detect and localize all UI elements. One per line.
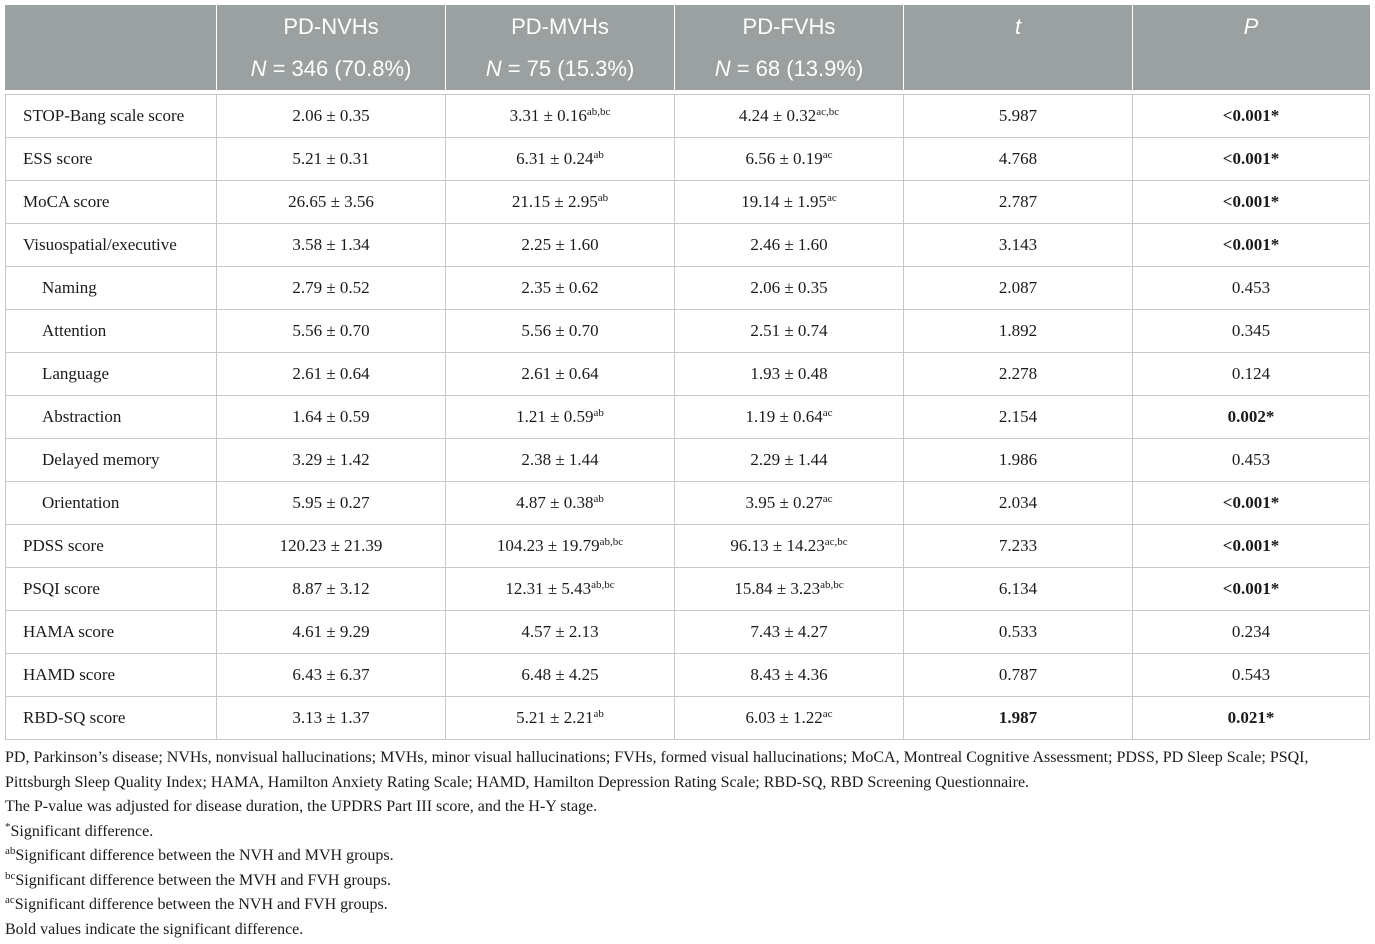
cell-value: 7.43 ± 4.27 [750,622,828,641]
cell-t-value: 2.787 [904,181,1133,224]
cell-p-value: 0.124 [1133,353,1370,396]
cell-group-1 [217,138,446,181]
cell-value: 104.23 ± 19.79 [496,536,600,555]
cell-value: 6.56 ± 0.19 [745,149,823,168]
n-label: N [485,56,502,81]
header-p: P [1133,5,1370,48]
cell-value: 4.24 ± 0.32 [738,106,817,125]
cell-p-value: <0.001* [1133,568,1370,611]
cell-value: 2.29 ± 1.44 [750,450,828,469]
cell-group-2 [446,568,675,611]
cell-p-value: 0.453 [1133,267,1370,310]
cell-value: 3.95 ± 0.27 [745,493,823,512]
bc-mark: bc [5,869,16,882]
cell-value: 120.23 ± 21.39 [279,536,383,555]
cell-group-1 [217,181,446,224]
cell-p-value: 0.002* [1133,396,1370,439]
cell-p-value: <0.001* [1133,525,1370,568]
ac-mark: ac [5,894,15,906]
ab-text: Significant difference between the NVH and MVH groups. [15,847,394,864]
cell-p-value: 0.543 [1133,654,1370,697]
cell-t-value: 1.892 [904,310,1133,353]
note-adjustment: The P-value was adjusted for disease duration, the UPDRS Part III score, and the H-Y stage. [5,798,598,815]
cell-superscript: ac,bc [816,106,840,118]
n-label: N [714,56,731,81]
cell-superscript: ac [822,407,833,419]
row-label: Visuospatial/executive [6,224,217,267]
cell-value: 2.35 ± 0.62 [521,278,599,297]
table-row [6,267,1370,310]
cell-superscript: ac [822,493,833,505]
cell-t-value: 1.987 [904,697,1133,740]
row-label: Attention [6,310,217,353]
table-body [6,95,1370,740]
cell-group-1 [217,697,446,740]
cell-value: 6.31 ± 0.24 [516,149,594,168]
cell-p-value: 0.453 [1133,439,1370,482]
ab-mark: ab [5,845,16,857]
cell-value: 8.43 ± 4.36 [750,665,828,684]
cell-value: 2.25 ± 1.60 [521,235,599,254]
cell-value: 1.64 ± 0.59 [292,407,370,426]
cell-value: 6.43 ± 6.37 [292,665,370,684]
cell-group-3 [675,95,904,138]
note-ac [5,893,1369,918]
cell-group-1 [217,353,446,396]
cell-p-value: <0.001* [1133,95,1370,138]
cell-value: 1.21 ± 0.59 [516,407,594,426]
row-label: Language [6,353,217,396]
cell-superscript: ac [822,708,833,720]
table-row [6,568,1370,611]
cell-group-3 [675,181,904,224]
cell-superscript: ab,bc [599,536,624,548]
table-row [6,697,1370,740]
header-blank-3 [904,48,1133,90]
cell-superscript: ab [593,493,604,505]
cell-value: 2.61 ± 0.64 [521,364,599,383]
table-row [6,138,1370,181]
table-row [6,310,1370,353]
cell-value: 5.21 ± 2.21 [516,708,594,727]
n-label: N [250,56,267,81]
cell-p-value: <0.001* [1133,224,1370,267]
cell-value: 2.06 ± 0.35 [292,106,370,125]
table-container [5,5,1369,942]
note-bold: Bold values indicate the significant difference. [5,920,304,938]
cell-group-1 [217,310,446,353]
cell-value: 1.93 ± 0.48 [750,364,828,383]
note-star [5,820,1369,845]
cell-group-3 [675,439,904,482]
cell-group-2 [446,95,675,138]
cell-group-2 [446,654,675,697]
cell-superscript: ab [593,708,604,720]
cell-value: 21.15 ± 2.95 [511,192,598,211]
header-n-fvhs [675,48,904,90]
header-blank [6,5,217,48]
cell-p-value: <0.001* [1133,482,1370,525]
cell-superscript: ab,bc [820,579,844,591]
cell-group-1 [217,439,446,482]
star-mark: * [5,820,11,833]
cell-group-2 [446,611,675,654]
cell-t-value: 2.034 [904,482,1133,525]
cell-group-2 [446,439,675,482]
cell-value: 96.13 ± 14.23 [730,536,825,555]
cell-group-1 [217,396,446,439]
cell-group-2 [446,181,675,224]
table-footnotes [5,746,1369,942]
row-label: STOP-Bang scale score [6,95,217,138]
cell-group-2 [446,697,675,740]
cell-value: 6.48 ± 4.25 [521,665,599,684]
cell-value: 3.13 ± 1.37 [292,708,370,727]
row-label: PSQI score [6,568,217,611]
cell-p-value: 0.345 [1133,310,1370,353]
bc-text: Significant difference between the MVH and FVH groups. [15,871,391,889]
row-label: RBD-SQ score [6,697,217,740]
cell-t-value: 6.134 [904,568,1133,611]
star-text: Significant difference. [10,822,154,840]
header-t: t [904,5,1133,48]
table-row [6,95,1370,138]
cell-group-3 [675,654,904,697]
cell-superscript: ab,bc [591,579,615,591]
cell-value: 8.87 ± 3.12 [292,579,370,598]
cell-value: 2.61 ± 0.64 [292,364,370,383]
cell-group-2 [446,138,675,181]
table-row [6,353,1370,396]
cell-t-value: 0.533 [904,611,1133,654]
cell-group-2 [446,482,675,525]
cell-group-3 [675,525,904,568]
cell-group-3 [675,568,904,611]
cell-group-1 [217,654,446,697]
header-pd-nvhs: PD-NVHs [217,5,446,48]
row-label: PDSS score [6,525,217,568]
header-n-nvhs [217,48,446,90]
cell-group-3 [675,396,904,439]
cell-value: 5.21 ± 0.31 [292,149,370,168]
cell-superscript: ac [827,192,837,204]
row-label: ESS score [6,138,217,181]
cell-superscript: ab [593,407,604,419]
cell-t-value: 0.787 [904,654,1133,697]
header-pd-mvhs: PD-MVHs [446,5,675,48]
table-row [6,482,1370,525]
cell-group-3 [675,310,904,353]
cell-group-1 [217,568,446,611]
cell-value: 4.87 ± 0.38 [516,493,594,512]
row-label: Abstraction [6,396,217,439]
cell-p-value: <0.001* [1133,181,1370,224]
header-blank-4 [1133,48,1370,90]
cell-group-1 [217,95,446,138]
cell-value: 4.61 ± 9.29 [292,622,370,641]
cell-value: 2.51 ± 0.74 [750,321,828,340]
cell-p-value: <0.001* [1133,138,1370,181]
cell-group-1 [217,525,446,568]
n-value: = 75 (15.3%) [501,56,635,81]
cell-value: 5.56 ± 0.70 [292,321,370,340]
header-blank-2 [6,48,217,90]
cell-t-value: 7.233 [904,525,1133,568]
cell-t-value: 3.143 [904,224,1133,267]
cell-group-1 [217,267,446,310]
cell-superscript: ac [822,149,833,161]
cell-group-2 [446,267,675,310]
row-label: HAMA score [6,611,217,654]
cell-superscript: ab [593,149,604,161]
results-table [5,5,1370,740]
cell-group-3 [675,611,904,654]
cell-value: 2.38 ± 1.44 [521,450,599,469]
table-row [6,181,1370,224]
table-row [6,611,1370,654]
cell-t-value: 1.986 [904,439,1133,482]
cell-value: 2.46 ± 1.60 [750,235,828,254]
cell-group-2 [446,525,675,568]
cell-value: 1.19 ± 0.64 [745,407,823,426]
header-pd-fvhs: PD-FVHs [675,5,904,48]
cell-t-value: 2.278 [904,353,1133,396]
note-abbreviations: PD, Parkinson’s disease; NVHs, nonvisual hallucinations; MVHs, minor visual hallucinations; FVHs, formed visual hallucinations; MoCA, Montreal Cognitive Assessment; PDSS, PD Sleep Scale; PSQI, Pittsburgh Sleep Quality Index; HAMA, Hamilton Anxiety Rating Scale; HAMD, Hamilton Depression Rating Scale; RBD-SQ, RBD Screening Questionnaire. [5,749,1309,791]
row-label: HAMD score [6,654,217,697]
cell-t-value: 4.768 [904,138,1133,181]
table-row [6,525,1370,568]
cell-group-3 [675,267,904,310]
cell-value: 3.58 ± 1.34 [292,235,370,254]
row-label: Naming [6,267,217,310]
cell-value: 2.79 ± 0.52 [292,278,370,297]
note-ab [5,844,1369,869]
cell-group-3 [675,697,904,740]
row-label: Delayed memory [6,439,217,482]
cell-p-value: 0.234 [1133,611,1370,654]
cell-value: 3.31 ± 0.16 [509,106,587,125]
cell-group-3 [675,482,904,525]
cell-group-2 [446,396,675,439]
table-row [6,439,1370,482]
ac-text: Significant difference between the NVH and FVH groups. [14,896,388,913]
cell-t-value: 2.154 [904,396,1133,439]
cell-superscript: ac,bc [824,536,848,548]
cell-value: 5.56 ± 0.70 [521,321,599,340]
cell-group-2 [446,310,675,353]
cell-value: 4.57 ± 2.13 [521,622,599,641]
cell-value: 12.31 ± 5.43 [505,579,592,598]
cell-group-1 [217,482,446,525]
table-row [6,396,1370,439]
cell-value: 6.03 ± 1.22 [745,708,823,727]
cell-p-value: 0.021* [1133,697,1370,740]
cell-group-1 [217,611,446,654]
cell-group-3 [675,138,904,181]
cell-t-value: 2.087 [904,267,1133,310]
cell-group-3 [675,353,904,396]
cell-group-2 [446,353,675,396]
cell-value: 3.29 ± 1.42 [292,450,370,469]
cell-value: 15.84 ± 3.23 [734,579,821,598]
table-header [6,5,1370,95]
cell-superscript: ab [597,192,609,204]
cell-value: 5.95 ± 0.27 [292,493,370,512]
cell-group-1 [217,224,446,267]
cell-value: 26.65 ± 3.56 [288,192,374,211]
cell-value: 19.14 ± 1.95 [741,192,828,211]
n-value: = 68 (13.9%) [730,56,864,81]
row-label: Orientation [6,482,217,525]
note-bc [5,869,1369,894]
cell-t-value: 5.987 [904,95,1133,138]
table-row [6,654,1370,697]
table-row [6,224,1370,267]
cell-value: 2.06 ± 0.35 [750,278,828,297]
cell-group-3 [675,224,904,267]
cell-group-2 [446,224,675,267]
n-value: = 346 (70.8%) [266,56,412,81]
header-n-mvhs [446,48,675,90]
cell-superscript: ab,bc [586,106,611,118]
row-label: MoCA score [6,181,217,224]
